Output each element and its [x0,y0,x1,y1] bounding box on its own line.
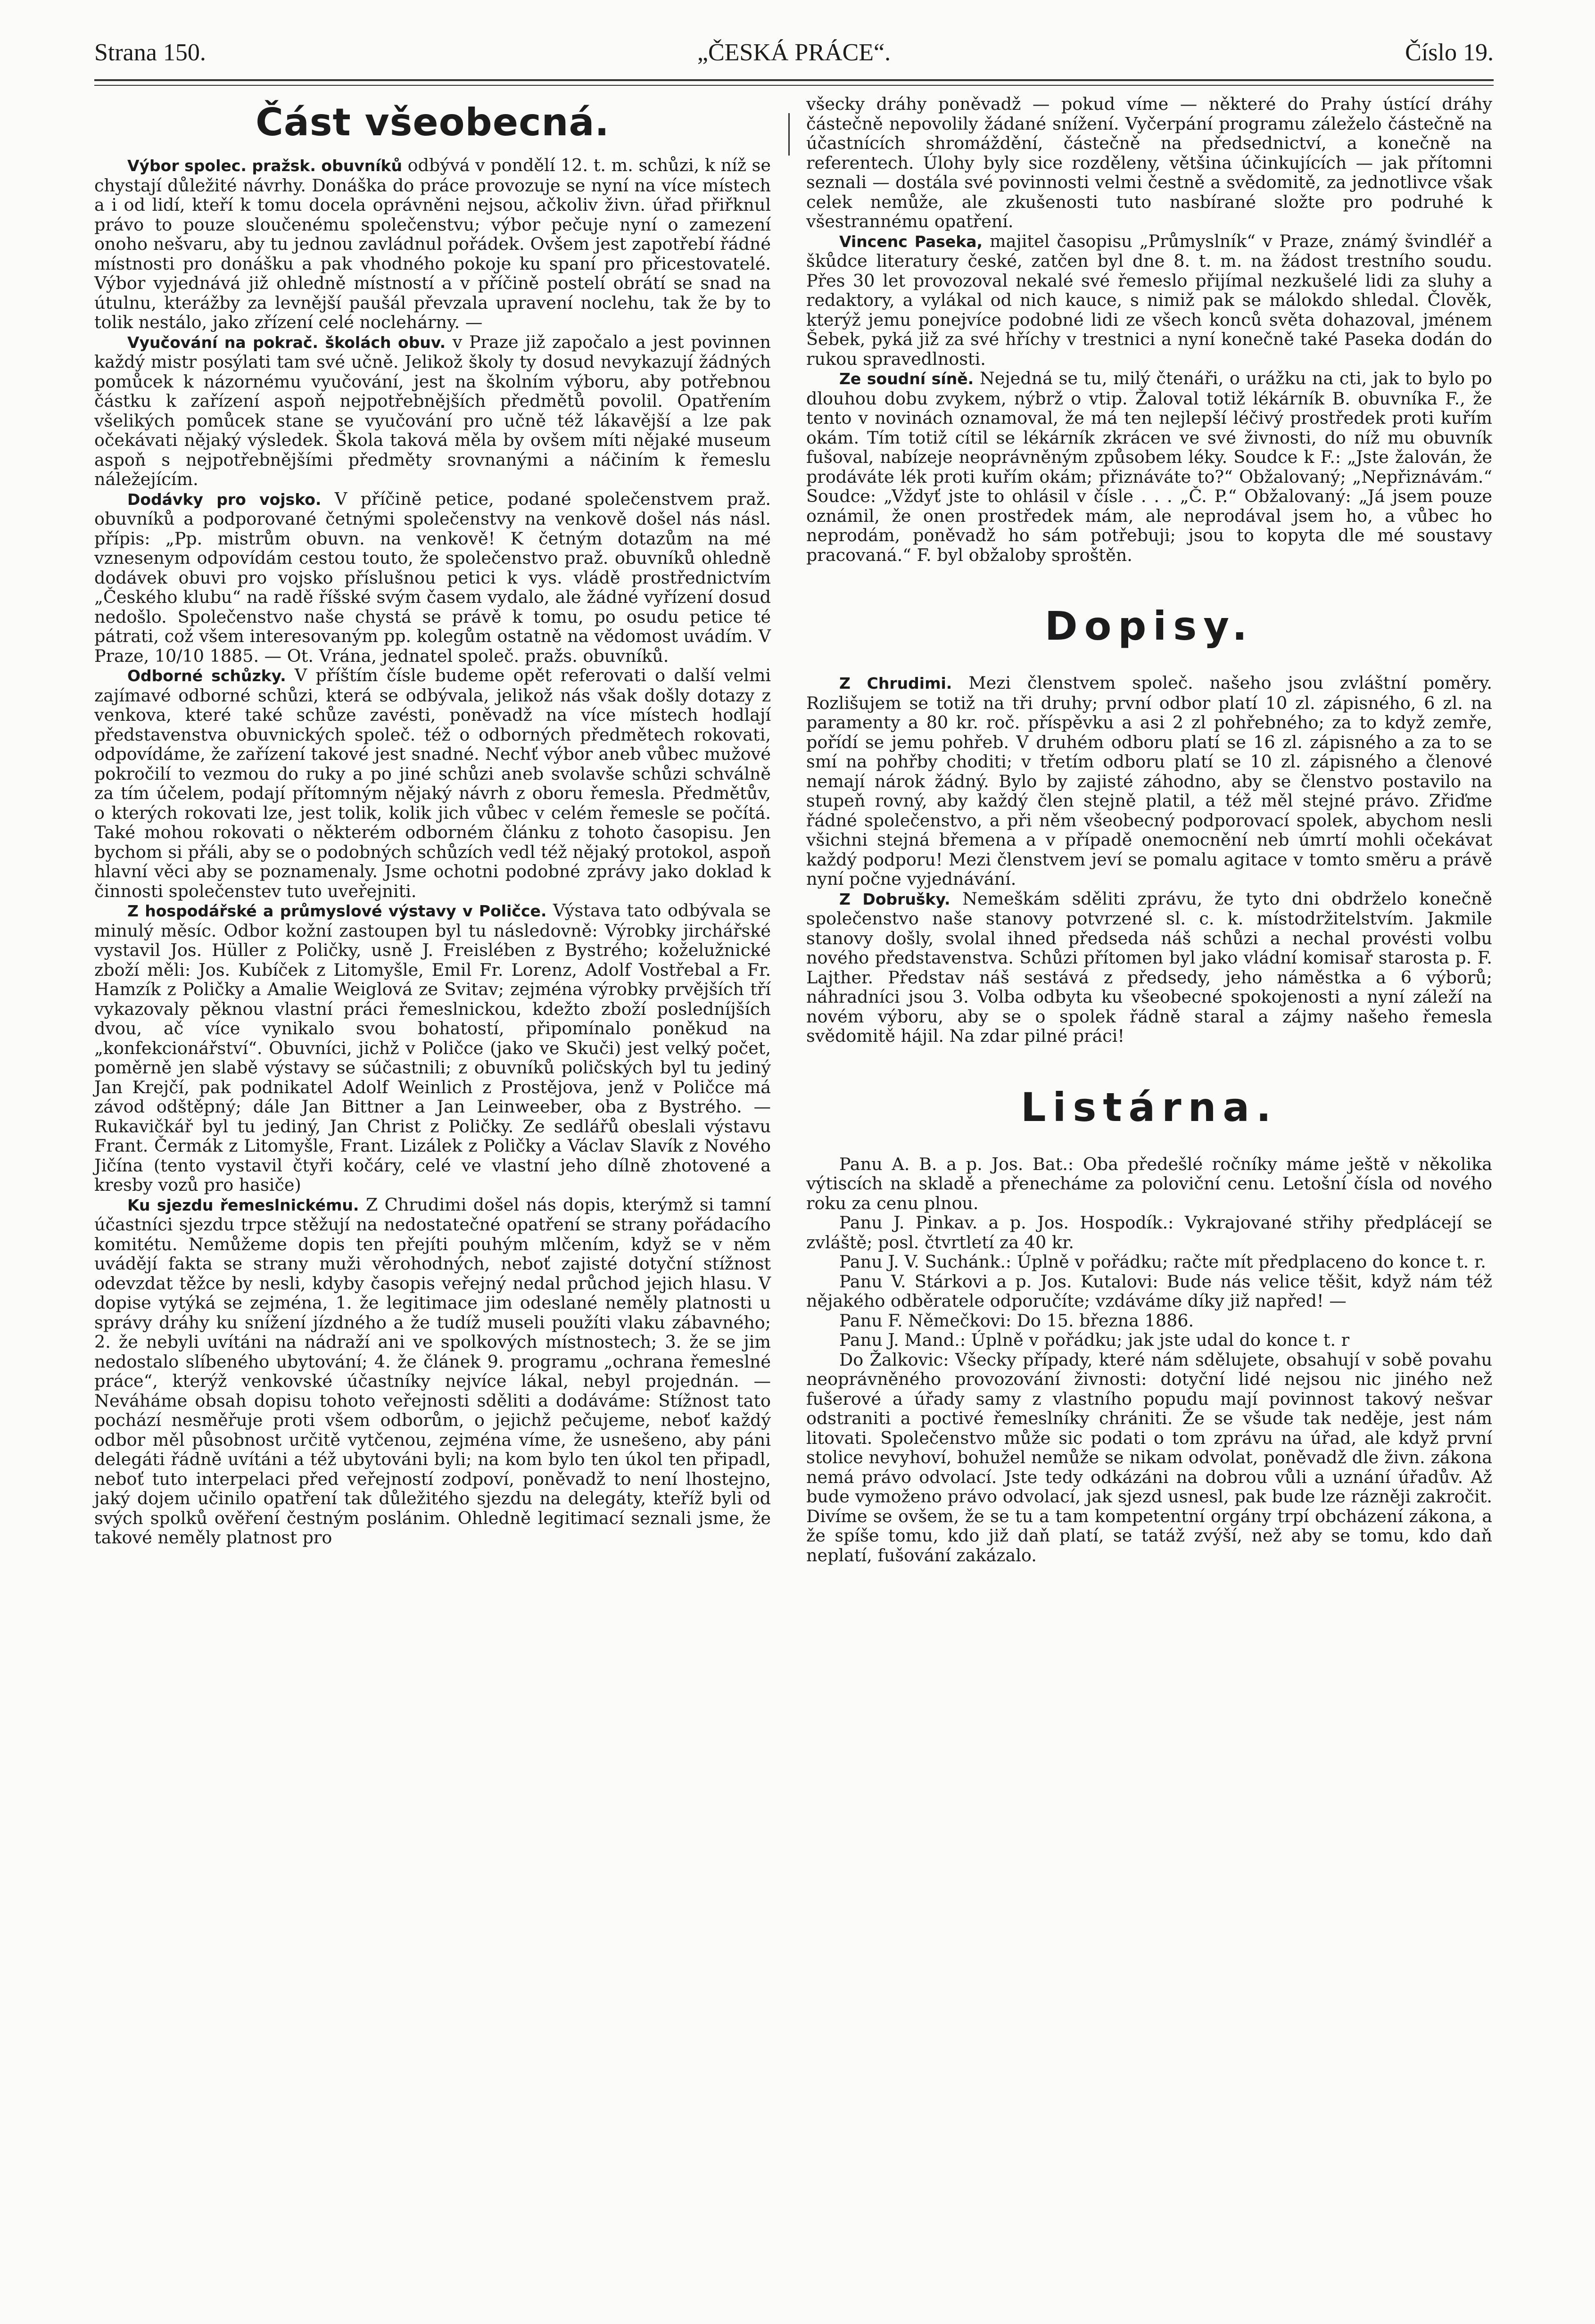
section-title-listarna: Listárna. [1021,1084,1278,1130]
listarna-list [806,1154,1492,1566]
right-column [806,94,1492,1565]
section-title-dopisy: Dopisy. [1044,603,1254,649]
column-divider [788,113,790,156]
article-schuzky: Odborné schůzky. V příštím čísle budeme opět referovati o další velmi zajímavé odborné schůzi, která se odbývala, jelikož nás však došly dotazy z venkova, které také schůze zavésti, poněvadž na více místech hodlají představenstva obuvnických společ. též o odborných předmětech rokovati, odpovídáme, že zařízení takové jest snadné. Nechť výbor aneb vůbec mužové pokročilí to vezmou do ruky a po jiné schůzi aneb svolavše schůzi schválně za tím účelem, podají přítomným nějaký návrh z oboru řemesla. Předmětův, o kterých rokovati lze, jest tolik, kolik jich vůbec v celém řemesle se počítá. Také mohou rokovati o některém odborném článku z tohoto časopisu. Jen bychom si přáli, aby se o podobných schůzích vedl též nějaký protokol, aspoň hlavní věci aby se poznamenaly. Jsme ochotni podobné zprávy jako doklad k činnosti společenstev tuto uveřejniti. [94,665,771,901]
listarna-item: Panu J. Pinkav. a p. Jos. Hospodík.: Vykrajované střihy předplácejí se zvláště; posl. čtvrtletí za 40 kr. [806,1212,1492,1253]
article-paseka: Vincenc Paseka, majitel časopisu „Průmyslník“ v Praze, známý švindléř a škůdce literatury české, zatčen byl dne 8. t. m. na žádost trestního soudu. Přes 30 let provozoval nekalé své řemeslo přijímal nezkušelé lidi za sluhy a redaktory, a vylákal od nich kauce, s nimiž pak se málokdo shledal. Člověk, kterýž jemu ponejvíce podobné lidi ze všech konců světa dohazoval, jménem Šebek, pyká již za své hříchy v trestnici a nyní konečně také Paseka dodán do rukou spravedlnosti. [806,231,1493,369]
letter-dobruska: Z Dobrušky. Nemeškám sděliti zprávu, že tyto dni obdrželo konečně společenstvo naše stanovy potvrzené sl. c. k. místodržitelstvím. Jakmile stanovy došly, svolal ihned předseda náš schůzi a nechal provésti volbu nového představenstva. Schůzi přítomen byl jako vládní komisař starosta p. F. Lajther. Představ náš sestává z předsedy, jeho náměstka a 6 výborů; náhradníci jsou 3. Volba odbyta ku všeobecné spokojenosti a nyní záleží na novém výboru, aby se o spolek řádně staral a zájmy našeho řemesla svědomitě hájil. Na zdar pilné práci! [806,888,1492,1046]
left-column [94,94,771,1548]
article-vybor: Výbor spolec. pražsk. obuvníků odbývá v pondělí 12. t. m. schůzi, k níž se chystají důležité návrhy. Donáška do práce provozuje se nyní na více místech a i od lidí, kteří k tomu docela oprávněni nejsou, ačkoliv živn. úřad přiřknul právo to pouze sloučenému společenstvu; výbor pečuje nyní o zamezení onoho nešvaru, aby tu jednou zavládnul pořádek. Ovšem jest zapotřebí řádné místnosti pro donášku a pak vhodného pokoje ku spaní pro přicestovatelé. Výbor vyjednává již ohledně místností a v příčině postelí obrátí se snad na útulnu, kterážby za levnější paušál převzala upravení noclehu, tak že by to tolik nestálo, jako zřízení celé noclehárny. — [94,155,771,332]
journal-title: „ČESKÁ PRÁCE“. [697,39,891,66]
listarna-item: Panu A. B. a p. Jos. Bat.: Oba předešlé ročníky máme ještě v několika výtiscích na skladě a přenecháme za poloviční cenu. Letošní čísla od nového roku za cenu plnou. [806,1154,1492,1213]
listarna-item: Panu J. Mand.: Úplně v pořádku; jak jste udal do konce t. r [839,1330,1350,1350]
article-vystava: Z hospodářské a průmyslové výstavy v Poličce. Výstava tato odbývala se minulý měsíc. Odbor kožní zastoupen byl tu následovně: Výrobky jirchářské vystavil Jos. Hüller z Poličky, usně J. Freislében z Bystrého; koželužnické zboží měli: Jos. Kubíček z Litomyšle, Emil Fr. Lorenz, Adolf Vostřebal a Fr. Hamzík z Poličky a Amalie Weiglová ze Svitav; zejména výrobky prvějších tří vykazovaly pěknou vlastní práci řemeslnickou, kdežto zboží posledníjších dvou, ač více vynikalo svou bohatostí, připomínalo poněkud na „konfekcionářství“. Obuvníci, jichž v Poličce (jako ve Skuči) jest velký počet, poměrně jen slabě výstavy se súčastnili; z obuvníků poličských byl tu jediný Jan Krejčí, pak podnikatel Adolf Weinlich z Prostějova, jenž v Poličce má závod odštěpný; dále Jan Bittner a Jan Leinweeber, oba z Bystrého. — Rukavičkář byl tu jediný, Jan Christ z Poličky. Ze sedlářů obeslali výstavu Frant. Čermák z Litomyšle, Frant. Lizálek z Poličky a Václav Slavík z Nového Jičína (tento vystavil čtyři kočáry, celé ve vlastní jeho dílně zhotovené a kresby vozů pro hasiče) [94,900,771,1195]
header-rule [94,79,1494,81]
listarna-item: Panu J. V. Suchánk.: Úplně v pořádku; račte mít předplaceno do konce t. r. [839,1252,1486,1272]
section-title-general: Část všeobecná. [256,100,610,144]
issue-number: Číslo 19. [1405,39,1494,66]
article-dodavky: Dodávky pro vojsko. V příčině petice, podané společenstvem praž. obuvníků a podporované četnými společenstvy na venkově došel nás násl. přípis: „Pp. mistrům obuvn. na venkově! K četným dotazům na mé vznesenym odpovídám cestou touto, že společenstvo praž. obuvníků ohledně dodávek obuvi pro vojsko příslušnou petici k vys. vládě prostřednictvím „Českého klubu“ na radě říšské svým časem vydalo, ale žádné vyřízení dosud nedošlo. Společenstvo naše chystá se právě k tomu, po osudu petice té pátrati, což všem interesovaným pp. kolegům ostatně na vědomost uvádím. V Praze, 10/10 1885. — Ot. Vrána, jednatel společ. pražs. obuvníků. [94,488,771,666]
listarna-item: Panu F. Němečkovi: Do 15. března 1886. [839,1310,1194,1331]
letter-chrudim: Z Chrudimi. Mezi členstvem společ. našeho jsou zvláštní poměry. Rozlišujem se totiž na tři druhy; první odbor platí 10 zl. zápisného, 6 zl. na paramenty a 80 kr. roč. příspěvku a asi 2 zl pohřebného; za to když zemře, pořídí se jemu pohřeb. V druhém odboru platí se 16 zl. zápisného a za to se smí na pohřby choditi; v třetím odboru platí se 10 zl. zápisného a členové nemají nárok žádný. Bylo by zajisté záhodno, aby se členstvo postavilo na stupeň rovný, aby každý člen stejně platil, a též měl stejné právo. Zřiďme řádné společenstvo, a při něm všeobecný podporovací spolek, abychom nesli všichni stejná břemena a v případě onemocnění neb úmrtí mohli očekávat každý podporu! Mezi členstvem jeví se pomalu agitace v tomto směru a právě nyní počne vyjednávání. [806,673,1492,889]
page-number: Strana 150. [94,39,206,66]
header-rule-thin [94,85,1494,86]
article-soud: Ze soudní síně. Nejedná se tu, milý čtenáři, o urážku na cti, jak to bylo po dlouhou dobu zvykem, nýbrž o vtip. Žaloval totiž lékárník B. obuvníka F., že tento v novinách oznamoval, že má ten nejlepší léčivý prostředek proti kuřím okám. Tím totiž cítil se lékárník zkrácen ve své živnosti, do níž mu obuvník fušoval, nabízeje neoprávněným způsobem léky. Soudce k F.: „Jste žalován, že prodáváte lék proti kuřím okám; přiznáváte to?“ Obžalovaný; „Nepřiznávám.“ Soudce: „Vždyť jste to ohlásil v čísle . . . „Č. P.“ Obžalovaný: „Já jsem pouze oznámil, že onen prostředek mám, ale neprodával jsem ho, a vůbec ho neprodám, poněvadž ho sám potřebuji; jsou to kopyta dle mé soustavy pracovaná.“ F. byl obžaloby sproštěn. [806,368,1492,565]
article-sjezd: Ku sjezdu řemeslnickému. Z Chrudimi došel nás dopis, kterýmž si tamní účastníci sjezdu trpce stěžují na nedostatečné opatření se strany pořádacího komitétu. Nemůžeme dopis ten přejíti pouhým mlčením, když se v něm uvádějí fakta se strany muži věrohodných, neboť zajisté dotyční stížnost odevzdat těžce by nesli, kdyby časopis veřejný nedal průchod jejich hlasu. V dopise vytýká se zejména, 1. že legitimace jim odeslané neměly platnosti u správy dráhy ku snížení jízdného a že tudíž museli použíti vlaku zábavného; 2. že nebyli uvítáni na nádraží ani ve spolkových místnostech; 3. že se jim nedostalo slíbeného ubytování; 4. že článek 9. programu „ochrana řemeslné práce“, kterýž venkovské účastníky nejvíce lákal, nebyl projednán. — Neváháme obsah dopisu tohoto veřejnosti sděliti a dodáváme: Stížnost tato pochází nesměřuje proti všem odborům, o jejichž pečujeme, neboť každý odbor měl působnost určitě vytčenou, zejména víme, že usnešeno, aby páni delegáti řádně uvítáni a též ubytováni byli; na kom bylo ten úkol ten připadl, neboť tuto interpelaci před veřejností zodpoví, poněvadž to není lhostejno, jaký dojem učinilo opatření tak důležitého sjezdu na delegáty, kteříž byli od svých spolků ověření čestným poslánim. Ohledně legitimací seznali jsme, že takové neměly platnost pro [94,1194,771,1548]
page-header [94,39,1494,72]
article-vyucovani: Vyučování na pokrač. školách obuv. v Praze již započalo a jest povinnen každý mistr posýlati tam své učně. Jelikož školy ty dosud nevykazují žádných pomůcek k názornému vyučování, jest na školním výboru, aby potřebnou částku k zařízení aspoň nejpotřebnějších předmětů povolil. Opatřením všelikých pomůcek stane se vyučování pro učně též lákavější a lze pak očekávati nějaký výsledek. Škola taková měla by ovšem míti nějaké museum aspoň s nejpotřebnějšími předměty srovnanými a náčiním k řemeslu náležejícím. [94,331,771,489]
article-sjezd-continued: všecky dráhy poněvadž — pokud víme — některé do Prahy ústící dráhy částečně nepovolily žádané snížení. Vyčerpání programu záleželo částečně na účastnících shromáždění, částečně na předsednictví, a konečně na referentech. Úlohy byly sice rozděleny, většina účinkujících — jak přítomni seznali — dostála své povinnosti velmi čestně a svědomitě, za jednotlivce však celek nemůže, ale zkušenosti tuto nasbírané složte pro podruhé k všestrannému opatření. [806,94,1492,231]
listarna-item: Do Žalkovic: Všecky případy, které nám sdělujete, obsahují v sobě povahu neoprávněného provozování živnosti: dotyční lidé nejsou nic jiného než fušerové a úřady samy z vlastního popudu mají povinnost takový nešvar odstraniti a poctivé řemeslníky chrániti. Že se všude tak neděje, jest nám litovati. Společenstvo může sic podati o tom zprávu na úřad, ale když první stolice nevyhoví, bohužel nemůže se nikam odvolat, poněvadž dle živn. zákona nemá právo odvolací. Jste tedy odkázáni na dobrou vůli a uznání úřadův. Až bude vymoženo právo odvolací, jak sjezd usnesl, pak bude lze rázněji zakročit. Divíme se ovšem, že se tu a tam kompetentní orgány trpí obcházení zákona, a že spíše tomu, kdo již daň platí, se tatáž zvýší, než aby se tomu, kdo daň neplatí, fušování zakázalo. [806,1349,1492,1566]
listarna-item: Panu V. Stárkovi a p. Jos. Kutalovi: Bude nás velice těšit, když nám též nějakého odběratele odporučíte; vzdáváme díky již napřed! — [806,1271,1492,1311]
